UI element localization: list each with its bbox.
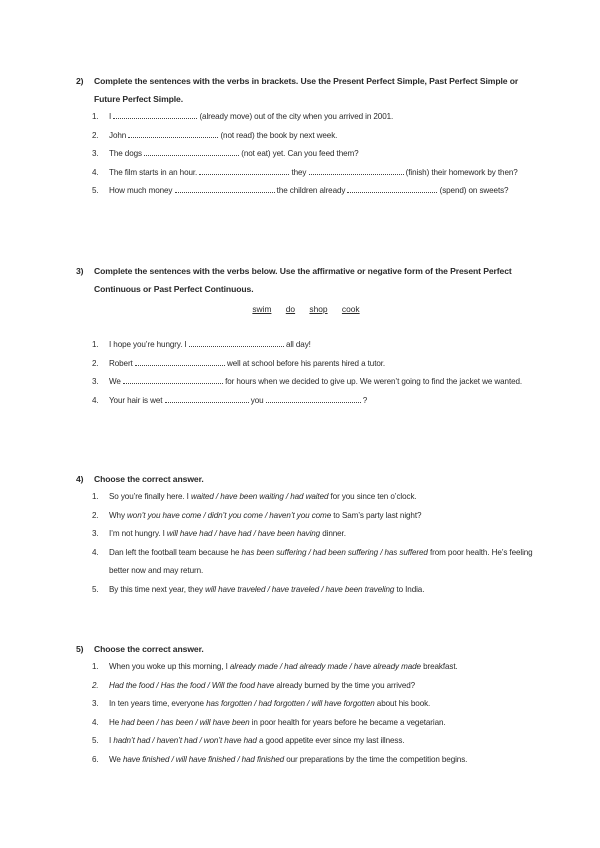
word-bank-item: swim [252,304,272,314]
list-item: 4. Dan left the football team because he has been suffering / had been suffering / has suffered from poor health. He’s feeling better now and may return. [92,547,533,576]
section-5-list [76,658,536,770]
section-5 [76,640,536,770]
answer-options[interactable]: will have traveled / have traveled / have been traveling [205,584,395,594]
answer-blank[interactable] [175,183,275,193]
section-2 [76,72,536,201]
list-item: 6. We have finished / will have finished / had finished our preparations by the time the competition begins. [92,754,468,764]
list-item: 1. I (already move) out of the city when you arrived in 2001. [76,108,536,127]
list-item: 2. Had the food / Has the food / Will the food have already burned by the time you arrived? [92,680,416,690]
answer-blank[interactable] [266,393,361,403]
list-item: 3. We for hours when we decided to give up. We weren’t going to find the jacket we wanted. [76,373,536,392]
section-3-heading [76,262,536,298]
answer-blank[interactable] [309,165,404,175]
word-bank-item: cook [341,304,360,314]
word-bank-item: do [285,304,296,314]
section-4 [76,470,536,600]
list-item: 3. I’m not hungry. I will have had / have had / have been having dinner. [92,529,346,539]
answer-options[interactable]: had been / has been / will have been [121,717,250,727]
answer-blank[interactable] [123,374,223,384]
section-2-heading [76,72,536,108]
section-2-number: 2) [76,76,84,86]
answer-blank[interactable] [347,183,437,193]
section-4-list [76,488,536,600]
section-4-number: 4) [76,474,84,484]
section-5-heading [76,640,536,658]
section-3 [76,262,536,410]
list-item: 1. So you’re finally here. I waited / have been waiting / had waited for you since ten o’clock. [92,492,417,501]
list-item: 1. I hope you’re hungry. I all day! [76,336,536,355]
list-item: 5. By this time next year, they will have traveled / have traveled / have been traveling to India. [92,584,425,594]
answer-blank[interactable] [144,146,239,156]
answer-blank[interactable] [113,109,197,119]
list-item: 5. How much money the children already (spend) on sweets? [76,182,536,201]
list-item: 5. I hadn’t had / haven’t had / won’t have had a good appetite ever since my last illness. [92,736,405,746]
list-item: 1. When you woke up this morning, I already made / had already made / have already made breakfast. [92,662,458,671]
answer-blank[interactable] [128,128,218,138]
answer-options[interactable]: has forgotten / had forgotten / will have forgotten [206,699,375,709]
section-4-instruction: Choose the correct answer. [94,474,204,484]
answer-options[interactable]: has been suffering / had been suffering / has suffered [241,547,428,557]
word-bank-item: shop [309,304,328,314]
section-2-list [76,108,536,201]
list-item: 4. Your hair is wet you ? [76,392,536,411]
answer-blank[interactable] [199,165,289,175]
section-2-instruction: Complete the sentences with the verbs in brackets. Use the Present Perfect Simple, Past Perfect Simple or Future Perfect Simple. [94,76,519,104]
section-5-instruction: Choose the correct answer. [94,644,204,654]
answer-options[interactable]: hadn’t had / haven’t had / won’t have had [113,736,257,746]
list-item: 4. The film starts in an hour. they (finish) their homework by then? [76,164,536,183]
section-3-instruction: Complete the sentences with the verbs below. Use the affirmative or negative form of the Present Perfect Continuous or Past Perfect Continuous. [94,266,512,294]
section-3-number: 3) [76,266,84,276]
answer-options[interactable]: have finished / will have finished / had finished [122,754,285,764]
list-item: 2. John (not read) the book by next week. [76,127,536,146]
list-item: 2. Robert well at school before his parents hired a tutor. [76,355,536,374]
answer-options[interactable]: already made / had already made / have already made [229,662,421,671]
answer-options[interactable]: won’t you have come / didn’t you come / haven’t you come [127,510,332,520]
list-item: 3. In ten years time, everyone has forgotten / had forgotten / will have forgotten about his book. [92,699,431,709]
answer-blank[interactable] [189,337,284,347]
answer-blank[interactable] [165,393,249,403]
section-5-number: 5) [76,644,84,654]
answer-options[interactable]: Had the food / Has the food / Will the food have [109,680,275,690]
answer-blank[interactable] [135,356,225,366]
answer-options[interactable]: will have had / have had / have been having [166,529,321,539]
section-4-heading [76,470,536,488]
section-3-list [76,336,536,410]
list-item: 3. The dogs (not eat) yet. Can you feed them? [76,145,536,164]
list-item: 4. He had been / has been / will have been in poor health for years before he became a vegetarian. [92,717,446,727]
list-item: 2. Why won’t you have come / didn’t you come / haven’t you come to Sam’s party last night? [92,510,422,520]
answer-options[interactable]: waited / have been waiting / had waited [190,492,329,501]
word-bank [76,300,536,318]
